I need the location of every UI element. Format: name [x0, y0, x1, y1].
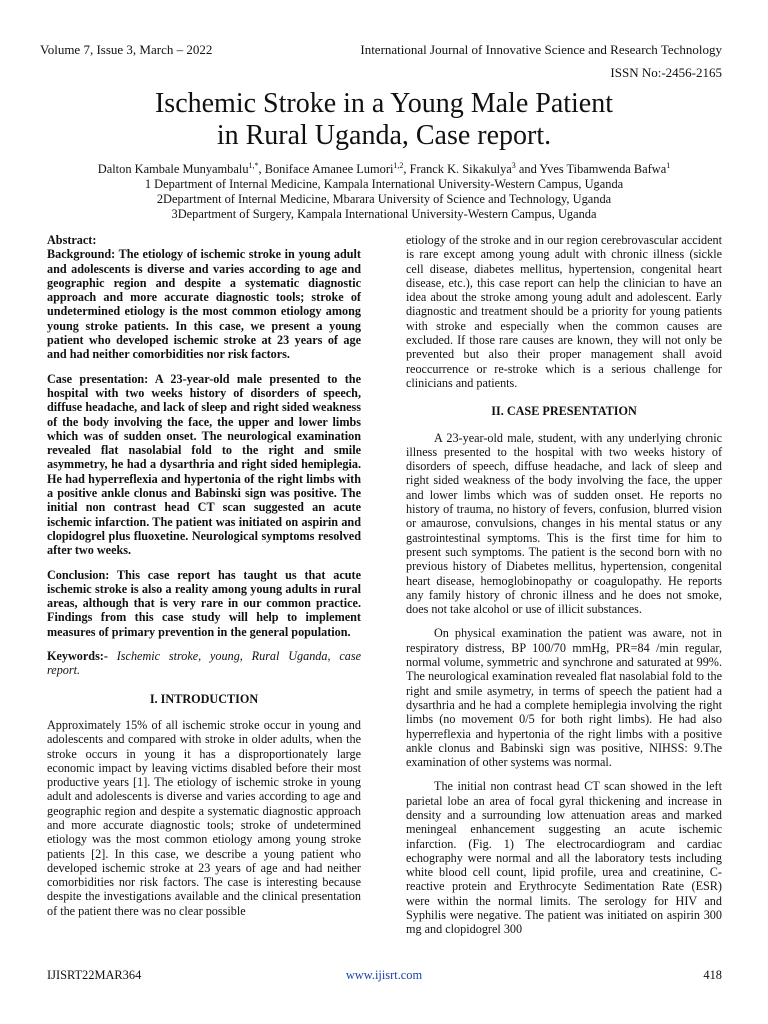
case-paragraph-3: The initial non contrast head CT scan showed in the left parietal lobe an area of focal gyral thickening and increase in density and a surrounding low attenuation areas and marked meningeal enhancement suggesting an acute ischemic infarction. (Fig. 1) The electrocardiogram and cardiac echography were normal and all the laboratory tests including white blood cell count, lipid profile, urea and creatinine, C-reactive protein and Erythrocyte Sedimentation Rate (ESR) were within the normal limits. The serology for HIV and Syphilis were negative. The patient was initiated on aspirin 300 mg and clopidogrel 300	[406, 779, 722, 937]
intro-paragraph: Approximately 15% of all ischemic stroke occur in young and adolescents and compared with stroke in older adults, when the stroke occurs in young it has a disproportionately large economic impact by leaving victims disabled before their most productive years [1]. The etiology of ischemic stroke in young adult and adolescents is diverse and varies according to age and geographic region and despite a systematic diagnostic approach and more accurate diagnostic tools; stroke of undetermined etiology was the most common etiology among young stroke patients [2]. In this case, we describe a young patient who developed ischemic stroke at 23 years of age and had neither comorbidities nor risk factors. The case is interesting because despite the investigations available and the clinical presentation of the patient there was no clear possible	[47, 717, 361, 918]
title-line-2: in Rural Uganda, Case report.	[216, 120, 552, 151]
left-column	[47, 233, 361, 928]
paper-id: IJISRT22MAR364	[47, 968, 142, 982]
author-1-affil: 1,*	[248, 160, 259, 170]
intro-paragraph-cont: etiology of the stroke and in our region cerebrovascular accident is rare except among young adult with chronic illness (sickle cell disease, diabetes mellitus, hypertension, congenital heart disease, etc.), this case report can help the clinician to have an idea about the stroke among young adult and adolescent. Early diagnostic and treatment should be a priority for young patients with stroke and especially when the common causes are excluded. If those rare causes are known, they will not only be prevented but also their proper management shall avoid reoccurrence or re-stroke which is a serious challenge for clinicians and patients.	[406, 233, 722, 390]
affiliation-2: 2Department of Internal Medicine, Mbarara University of Science and Technology, Uganda	[156, 192, 612, 206]
intro-heading: I. INTRODUCTION	[149, 691, 259, 706]
right-column	[406, 233, 722, 947]
title-line-1: Ischemic Stroke in a Young Male Patient	[154, 88, 614, 119]
keywords-label: Keywords:-	[47, 649, 108, 664]
page-number: 418	[703, 968, 722, 982]
journal-name: International Journal of Innovative Science and Research Technology	[360, 42, 722, 57]
abstract-conclusion: Conclusion: This case report has taught us that acute ischemic stroke is also a reality among young adults in rural areas, although that is very rare in our common practice. Findings from this case study will help to implement measures of primary prevention in the general population.	[47, 567, 361, 639]
abstract-heading: Abstract:	[47, 233, 97, 247]
case-heading: II. CASE PRESENTATION	[491, 404, 637, 419]
volume-info: Volume 7, Issue 3, March – 2022	[40, 42, 213, 57]
affiliation-3: 3Department of Surgery, Kampala International University-Western Campus, Uganda	[171, 207, 597, 221]
issn: ISSN No:-2456-2165	[610, 65, 722, 80]
author-list	[0, 162, 768, 177]
author-4-affil: 1	[666, 160, 671, 170]
abstract-case: Case presentation: A 23-year-old male presented to the hospital with two weeks history of disorders of speech, diffuse headache, and lack of sleep and right sided weakness of the body involving the face, the upper and lower limbs which was of sudden onset. The neurological examination revealed flat nasolabial fold to the right and smile asymmetry, he had a dysarthria and right sided hemiplegia. He had hyperreflexia and hypertonia of the right limbs with a positive ankle clonus and Babinski sign was positive. The initial non contrast head CT scan suggested an acute ischemic infarction. The patient was initiated on aspirin and clopidogrel plus fluoxetine. Neurological symptoms resolved after two weeks.	[47, 371, 361, 558]
author-1: Dalton Kambale Munyambalu	[97, 162, 249, 176]
keywords	[47, 649, 361, 678]
author-4: and Yves Tibamwenda Bafwa	[515, 162, 667, 176]
author-2-affil: 1,2	[393, 160, 404, 170]
case-paragraph-1: A 23-year-old male, student, with any underlying chronic illness presented to the hospital with two weeks history of disorders of speech, diffuse headache, and lack of sleep and right sided weakness of the body involving the face, the upper and lower limbs which was of sudden onset. He reports no history of trauma, no history of fevers, confusion, blurred vision or amaurose, convulsions, changes in his mental status or any gastrointestinal symptoms. This is the first time for him to present such symptoms. The patient is the second born with no previous history of Diabetes mellitus, hypertension, congenital heart disease, hemoglobinopathy or coagulopathy. He reports any family history of chronic illness and he does not smoke, does not take alcohol or use of illicit substances.	[406, 430, 722, 617]
case-paragraph-2: On physical examination the patient was aware, not in respiratory distress, BP 100/70 mmHg, PR=84 /min regular, normal volume, symmetric and synchrone and saturated at 99%. The neurological examination revealed flat nasolabial fold to the right and smile asymetry, in terms of speech the patient had a dysarthria and he had a complete hemiplegia involving the right limbs (no movement 0/5 for both right limbs). He had also hyperreflexia and hypertonia of the right limbs with a positive ankle clonus and Babinski sign was positive, NIHSS: 9.The examination of other systems was normal.	[406, 626, 722, 770]
affiliation-1: 1 Department of Internal Medicine, Kampala International University-Western Campus, Uganda	[144, 177, 624, 191]
author-3-affil: 3	[511, 160, 516, 170]
journal-url-link[interactable]: www.ijisrt.com	[345, 968, 423, 982]
abstract-background: Background: The etiology of ischemic stroke in young adult and adolescents is diverse and varies according to age and geographic region and despite a systematic diagnostic approach and more accurate diagnostic tools; stroke of undetermined etiology is the most common etiology among young stroke patients. In this case, we present a young patient who developed ischemic stroke at 23 years of age and had neither comorbidities nor risk factors.	[47, 247, 361, 362]
author-3: , Franck K. Sikakulya	[403, 162, 512, 176]
author-2: , Boniface Amanee Lumori	[258, 162, 394, 176]
footer-link-wrap	[0, 968, 768, 983]
keywords-text: Ischemic stroke, young, Rural Uganda, case report.	[47, 649, 361, 678]
paper-title	[0, 88, 768, 152]
author-block	[0, 162, 768, 222]
